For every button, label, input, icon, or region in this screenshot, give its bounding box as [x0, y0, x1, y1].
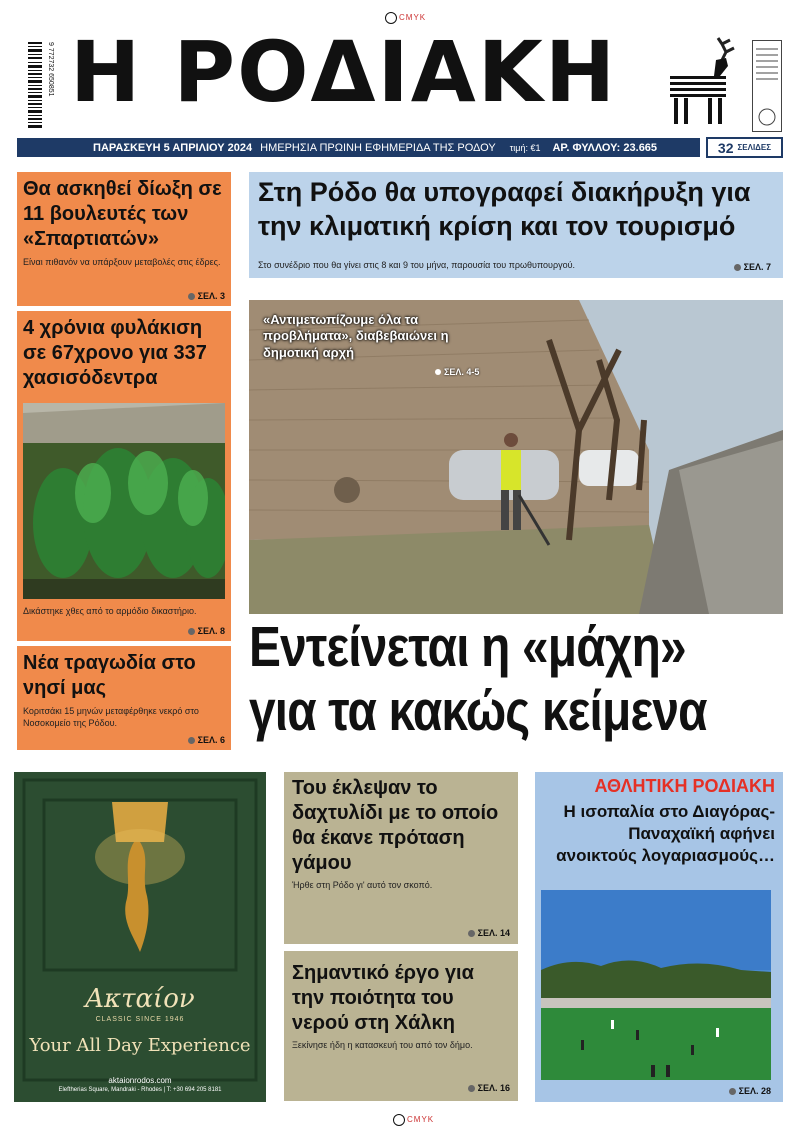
- sports-headline: Η ισοπαλία στο Διαγόρας-Παναχαϊκή αφήνει ανοικτούς λογαριασμούς…: [556, 802, 775, 866]
- deer-logo-icon: [660, 36, 746, 128]
- football-photo: [541, 890, 771, 1080]
- story-headline: Θα ασκηθεί δίωξη σε 11 βουλευτές των «Σπαρτιατών»: [23, 178, 222, 250]
- main-headline-line1: Εντείνεται η «μάχη»: [249, 615, 686, 679]
- photo-caption: [263, 312, 493, 377]
- top-story-headline: Στη Ρόδο θα υπογραφεί διακήρυξη για την κλιματική κρίση και τον τουρισμό: [258, 177, 751, 241]
- ad-address: Eleftherias Square, Mandraki - Rhodes | T: +30 694 205 8181: [58, 1087, 222, 1093]
- tagline: ΗΜΕΡΗΣΙΑ ΠΡΩΙΝΗ ΕΦΗΜΕΡΙΔΑ ΤΗΣ ΡΟΔΟΥ: [260, 141, 496, 154]
- main-photo: [249, 300, 783, 614]
- pages-number: 32: [717, 139, 734, 156]
- story-summary: Ξεκίνησε ήδη η κατασκευή του από τον δήμο.: [292, 1040, 473, 1050]
- story-headline: Σημαντικό έργο για την ποιότητα του νερού στη Χάλκη: [292, 962, 474, 1034]
- bullet-icon: [468, 1085, 475, 1092]
- ad-slogan: Your All Day Experience: [29, 1035, 251, 1056]
- issue-date: ΠΑΡΑΣΚΕΥΗ 5 ΑΠΡΙΛΙΟΥ 2024: [93, 141, 253, 154]
- story-box-spartiates: [17, 172, 231, 306]
- aktaion-advertisement: [14, 772, 266, 1102]
- bullet-icon: [435, 369, 441, 375]
- story-box-halki: [284, 951, 518, 1101]
- photo-page-ref: ΣΕΛ. 4-5: [435, 367, 493, 377]
- sports-label: ΑΘΛΗΤΙΚΗ ΡΟΔΙΑΚΗ: [594, 776, 775, 796]
- story-headline: Του έκλεψαν το δαχτυλίδι με το οποίο θα έκανε πρόταση γάμου: [292, 777, 499, 874]
- bullet-icon: [729, 1088, 736, 1095]
- ad-text-block: [14, 984, 266, 1093]
- price: τιμή: €1: [509, 142, 541, 153]
- story-summary: Κοριτσάκι 15 μηνών μεταφέρθηκε νεκρό στο Νοσοκομείο της Ρόδου.: [23, 706, 199, 729]
- top-story-summary: Στο συνέδριο που θα γίνει στις 8 και 9 του μήνα, παρουσία του πρωθυπουργού.: [258, 259, 576, 270]
- page-ref: ΣΕΛ. 16: [468, 1083, 510, 1093]
- photo-caption-quote: «Αντιμετωπίζουμε όλα τα προβλήματα», διαβεβαιώνει η δημοτική αρχή: [263, 312, 449, 360]
- story-summary: Ήρθε στη Ρόδο γι' αυτό τον σκοπό.: [292, 880, 433, 890]
- story-summary: Είναι πιθανόν να υπάρξουν μεταβολές στις έδρες.: [23, 257, 221, 267]
- barcode-number: 9 772732 650851: [47, 42, 54, 97]
- page-ref: ΣΕΛ. 6: [188, 735, 225, 745]
- main-headline: [249, 616, 707, 744]
- story-summary: Δικάστηκε χθες από το αρμόδιο δικαστήριο.: [23, 606, 197, 616]
- bullet-icon: [188, 737, 195, 744]
- story-headline: Νέα τραγωδία στο νησί μας: [23, 652, 196, 699]
- pages-label: ΣΕΛΙΔΕΣ: [737, 143, 772, 152]
- registration-mark-bottom: CMYK: [393, 1114, 434, 1126]
- main-headline-line2: για τα κακώς κείμενα: [249, 678, 707, 743]
- bullet-icon: [188, 293, 195, 300]
- bullet-icon: [468, 930, 475, 937]
- ad-classic: CLASSIC SINCE 1946: [95, 1016, 185, 1023]
- ad-brand: Ακταίον: [85, 984, 195, 1014]
- barcode: [28, 42, 54, 132]
- sports-box: [535, 772, 783, 1102]
- page-ref: ΣΕΛ. 28: [729, 1086, 771, 1096]
- story-box-hashish: [17, 311, 231, 641]
- imprint-box: [752, 40, 782, 132]
- story-box-tragedy: [17, 646, 231, 750]
- top-story-box: [249, 172, 783, 278]
- page-ref: ΣΕΛ. 3: [188, 291, 225, 301]
- ad-url[interactable]: aktaionrodos.com: [108, 1076, 172, 1085]
- story-box-ring: [284, 772, 518, 944]
- bullet-icon: [734, 264, 741, 271]
- issue-number: ΑΡ. ΦΥΛΛΟΥ: 23.665: [552, 141, 658, 154]
- pages-count-box: [706, 137, 783, 158]
- info-bar: [17, 138, 700, 157]
- masthead-title: Η ΡΟΔΙΑΚΗ: [70, 23, 618, 121]
- page-ref: ΣΕΛ. 7: [734, 262, 771, 272]
- greenhouse-photo: [23, 403, 225, 599]
- bullet-icon: [188, 628, 195, 635]
- page-ref: ΣΕΛ. 14: [468, 928, 510, 938]
- page-ref: ΣΕΛ. 8: [188, 626, 225, 636]
- registration-mark-top: CMYK: [385, 12, 426, 24]
- story-headline: 4 χρόνια φυλάκιση σε 67χρονο για 337 χασισόδεντρα: [23, 317, 207, 389]
